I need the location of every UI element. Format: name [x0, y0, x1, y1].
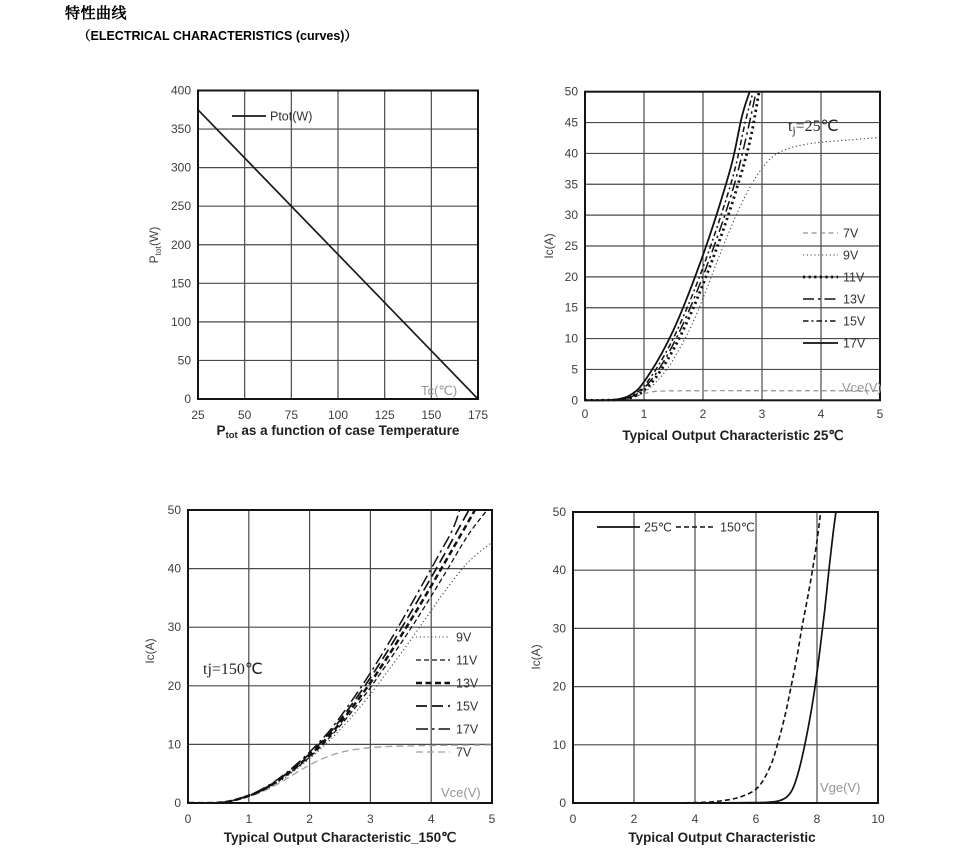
x-tick-label: 1	[640, 407, 648, 421]
y-tick-label: 40	[564, 146, 578, 161]
legend-label: 9V	[843, 248, 859, 263]
y-tick-label: 20	[564, 269, 578, 284]
chart-caption: Typical Output Characteristic_150℃	[223, 830, 457, 845]
y-tick-label: 50	[564, 84, 578, 99]
x-tick-label: 0	[184, 812, 192, 826]
page-subtitle: （ELECTRICAL CHARACTERISTICS (curves)）	[78, 29, 357, 43]
x-tick-label: 2	[630, 812, 638, 826]
gridlines	[573, 512, 878, 803]
y-tick-label: 0	[174, 796, 181, 810]
legend	[597, 521, 755, 535]
legend-item-7V	[416, 746, 472, 760]
y-tick-label: 10	[552, 737, 566, 752]
y-tick-label: 15	[564, 300, 578, 315]
page-header	[65, 2, 357, 44]
x-tick-label: 6	[752, 812, 760, 826]
legend-item-Ptot(W)	[232, 110, 312, 124]
y-tick-label: 400	[170, 83, 191, 98]
series-9V	[585, 137, 880, 400]
legend-label: 15V	[843, 314, 866, 329]
x-tick-label: 2	[699, 407, 707, 421]
y-tick-label: 200	[170, 237, 191, 252]
x-tick-label: 0	[569, 812, 577, 826]
y-tick-label: 50	[177, 353, 191, 368]
y-tick-label: 50	[552, 505, 566, 519]
y-tick-label: 0	[571, 393, 578, 408]
y-tick-label: 30	[167, 620, 181, 635]
legend-item-17V	[416, 723, 479, 737]
gridlines	[188, 510, 492, 803]
legend-item-13V	[416, 677, 479, 691]
series-group	[188, 510, 492, 803]
y-tick-label: 10	[564, 331, 578, 346]
y-tick-label: 300	[170, 160, 191, 175]
series-11V	[188, 510, 487, 803]
legend-item-13V	[803, 293, 866, 307]
legend	[803, 227, 866, 351]
legend-label: 11V	[456, 653, 478, 668]
legend-item-15V	[803, 315, 866, 329]
x-tick-label: 1	[245, 812, 253, 826]
x-axis-unit-label: Vge(V)	[820, 780, 861, 795]
temperature-annotation: tj=25℃	[788, 118, 839, 137]
y-tick-label: 45	[564, 115, 578, 130]
x-tick-label: 50	[237, 408, 252, 422]
series-17V	[188, 510, 460, 803]
y-axis-title: Ic(A)	[542, 233, 556, 259]
y-axis-title: $P_{tot}(W)$	[147, 226, 163, 264]
legend-label: 17V	[456, 722, 479, 737]
tick-labels	[171, 84, 488, 423]
temperature-annotation: tj=150℃	[203, 661, 263, 678]
chart-ptot-vs-tc	[147, 84, 488, 442]
x-axis-unit-label: Tc(℃)	[421, 383, 458, 398]
y-tick-label: 35	[564, 177, 578, 192]
x-tick-label: 150	[421, 408, 442, 422]
y-tick-label: 20	[552, 679, 566, 694]
x-tick-label: 5	[876, 407, 884, 421]
legend-item-15V	[416, 700, 479, 714]
x-tick-label: 175	[467, 408, 489, 422]
y-tick-label: 350	[170, 122, 191, 137]
legend-label: 7V	[843, 226, 859, 241]
series-15V	[188, 510, 469, 803]
x-tick-label: 10	[871, 812, 885, 826]
y-tick-label: 20	[167, 678, 181, 693]
page-title: 特性曲线	[65, 5, 128, 22]
chart-caption: Typical Output Characteristic	[628, 830, 816, 845]
chart-output-characteristic-25c	[542, 85, 884, 443]
legend-label: 17V	[843, 336, 866, 351]
tick-labels	[565, 85, 884, 421]
y-tick-label: 40	[552, 563, 566, 578]
legend-label: 150℃	[720, 520, 755, 535]
legend	[232, 110, 312, 124]
legend-label: Ptot(W)	[270, 109, 313, 124]
x-tick-label: 75	[284, 408, 299, 422]
legend-item-9V	[416, 631, 472, 645]
legend-item-150℃	[676, 521, 755, 535]
chart-transfer-characteristic	[529, 505, 885, 845]
y-tick-label: 5	[571, 362, 578, 377]
y-tick-label: 50	[167, 503, 181, 517]
x-tick-label: 4	[817, 407, 825, 421]
tick-labels	[553, 505, 885, 826]
series-13V	[188, 510, 475, 803]
x-tick-label: 25	[191, 408, 205, 422]
y-axis-title: Ic(A)	[143, 638, 157, 664]
y-axis-title: Ic(A)	[529, 644, 543, 670]
x-axis-unit-label: Vce(V)	[441, 785, 481, 800]
chart-output-characteristic-150c	[143, 503, 496, 845]
plot-frame	[573, 512, 878, 803]
x-axis-unit-label: Vce(V)	[842, 380, 882, 395]
gridlines	[198, 91, 478, 400]
y-tick-label: 150	[170, 276, 191, 291]
series-group	[573, 512, 836, 803]
legend-label: 15V	[456, 699, 479, 714]
plot-frame	[188, 510, 492, 803]
legend-label: 9V	[456, 630, 472, 645]
chart-caption: $P_{tot}$ as a function of case Temperature	[216, 423, 460, 441]
legend-item-9V	[803, 249, 859, 263]
y-tick-label: 10	[167, 737, 181, 752]
legend-label: 13V	[843, 292, 866, 307]
gridlines	[585, 92, 880, 401]
legend-item-11V	[803, 271, 865, 285]
legend-item-11V	[416, 654, 478, 668]
legend	[416, 631, 479, 760]
y-tick-label: 0	[184, 392, 191, 406]
legend-label: 7V	[456, 745, 472, 760]
x-tick-label: 3	[758, 407, 766, 421]
x-tick-label: 5	[488, 812, 496, 826]
y-tick-label: 0	[559, 796, 566, 810]
chart-caption: Typical Output Characteristic 25℃	[622, 428, 844, 443]
y-tick-label: 40	[167, 561, 181, 576]
y-tick-label: 30	[552, 621, 566, 636]
y-tick-label: 100	[170, 314, 191, 329]
x-tick-label: 2	[306, 812, 313, 826]
x-tick-label: 4	[691, 812, 699, 826]
x-tick-label: 4	[427, 812, 435, 826]
legend-label: 11V	[843, 270, 865, 285]
legend-item-7V	[803, 227, 859, 241]
x-tick-label: 0	[581, 407, 589, 421]
y-tick-label: 250	[170, 199, 191, 214]
legend-label: 13V	[456, 676, 479, 691]
x-tick-label: 8	[813, 812, 821, 826]
y-tick-label: 25	[564, 239, 578, 253]
legend-label: 25℃	[644, 520, 672, 535]
series-150℃	[573, 512, 821, 803]
x-tick-label: 3	[367, 812, 374, 826]
x-tick-label: 125	[374, 408, 395, 422]
y-tick-label: 30	[564, 208, 578, 223]
x-tick-label: 100	[327, 408, 349, 422]
